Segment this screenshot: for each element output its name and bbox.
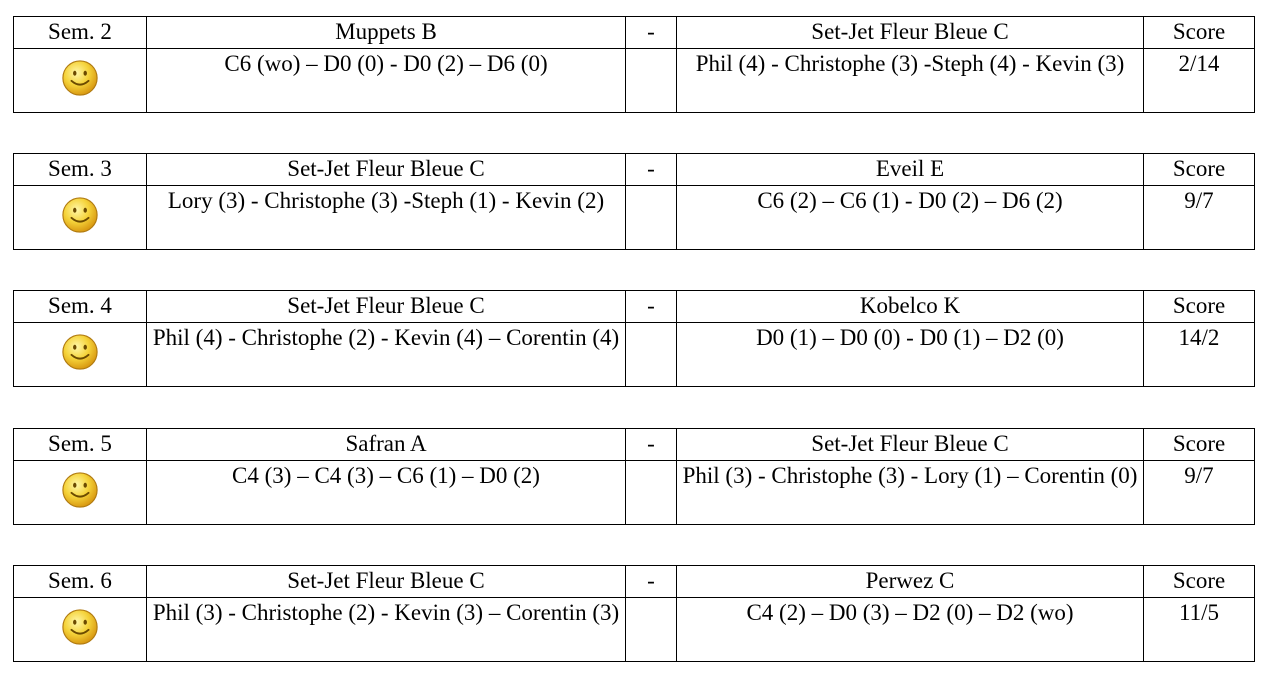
match-detail-row [14,323,1255,387]
match-detail-row [14,186,1255,250]
away-players: D0 (1) – D0 (0) - D0 (1) – D2 (0) [677,323,1144,387]
match-table [13,290,1255,387]
match-table [13,428,1255,525]
smiley-cell [14,461,147,525]
match-score: 14/2 [1144,323,1255,387]
smiley-icon [61,333,99,371]
separator-empty-cell [626,49,677,113]
smiley-cell [14,323,147,387]
smiley-icon [61,608,99,646]
home-team-name: Set-Jet Fleur Bleue C [147,566,626,598]
match-header-row [14,17,1255,49]
match-table [13,565,1255,662]
smiley-icon [61,471,99,509]
week-label: Sem. 5 [14,429,147,461]
away-team-name: Set-Jet Fleur Bleue C [677,17,1144,49]
away-players: Phil (4) - Christophe (3) -Steph (4) - Kevin (3) [677,49,1144,113]
week-label: Sem. 3 [14,154,147,186]
versus-separator: - [626,566,677,598]
home-team-name: Set-Jet Fleur Bleue C [147,291,626,323]
week-label: Sem. 2 [14,17,147,49]
home-players: C4 (3) – C4 (3) – C6 (1) – D0 (2) [147,461,626,525]
versus-separator: - [626,17,677,49]
versus-separator: - [626,291,677,323]
separator-empty-cell [626,598,677,662]
versus-separator: - [626,429,677,461]
home-team-name: Safran A [147,429,626,461]
match-table [13,16,1255,113]
home-players: Phil (3) - Christophe (2) - Kevin (3) – Corentin (3) [147,598,626,662]
away-team-name: Set-Jet Fleur Bleue C [677,429,1144,461]
match-detail-row [14,461,1255,525]
home-team-name: Set-Jet Fleur Bleue C [147,154,626,186]
week-label: Sem. 4 [14,291,147,323]
smiley-cell [14,49,147,113]
away-players: C6 (2) – C6 (1) - D0 (2) – D6 (2) [677,186,1144,250]
away-players: C4 (2) – D0 (3) – D2 (0) – D2 (wo) [677,598,1144,662]
match-header-row [14,566,1255,598]
match-header-row [14,429,1255,461]
week-label: Sem. 6 [14,566,147,598]
score-header: Score [1144,17,1255,49]
match-detail-row [14,598,1255,662]
away-team-name: Kobelco K [677,291,1144,323]
separator-empty-cell [626,186,677,250]
home-team-name: Muppets B [147,17,626,49]
home-players: C6 (wo) – D0 (0) - D0 (2) – D6 (0) [147,49,626,113]
match-header-row [14,291,1255,323]
away-players: Phil (3) - Christophe (3) - Lory (1) – Corentin (0) [677,461,1144,525]
score-header: Score [1144,429,1255,461]
smiley-icon [61,59,99,97]
smiley-icon [61,196,99,234]
versus-separator: - [626,154,677,186]
separator-empty-cell [626,461,677,525]
match-score: 9/7 [1144,461,1255,525]
match-score: 9/7 [1144,186,1255,250]
smiley-cell [14,598,147,662]
match-header-row [14,154,1255,186]
home-players: Lory (3) - Christophe (3) -Steph (1) - Kevin (2) [147,186,626,250]
away-team-name: Perwez C [677,566,1144,598]
match-score: 2/14 [1144,49,1255,113]
match-table [13,153,1255,250]
separator-empty-cell [626,323,677,387]
match-detail-row [14,49,1255,113]
smiley-cell [14,186,147,250]
home-players: Phil (4) - Christophe (2) - Kevin (4) – Corentin (4) [147,323,626,387]
score-header: Score [1144,154,1255,186]
match-score: 11/5 [1144,598,1255,662]
score-header: Score [1144,291,1255,323]
away-team-name: Eveil E [677,154,1144,186]
score-header: Score [1144,566,1255,598]
